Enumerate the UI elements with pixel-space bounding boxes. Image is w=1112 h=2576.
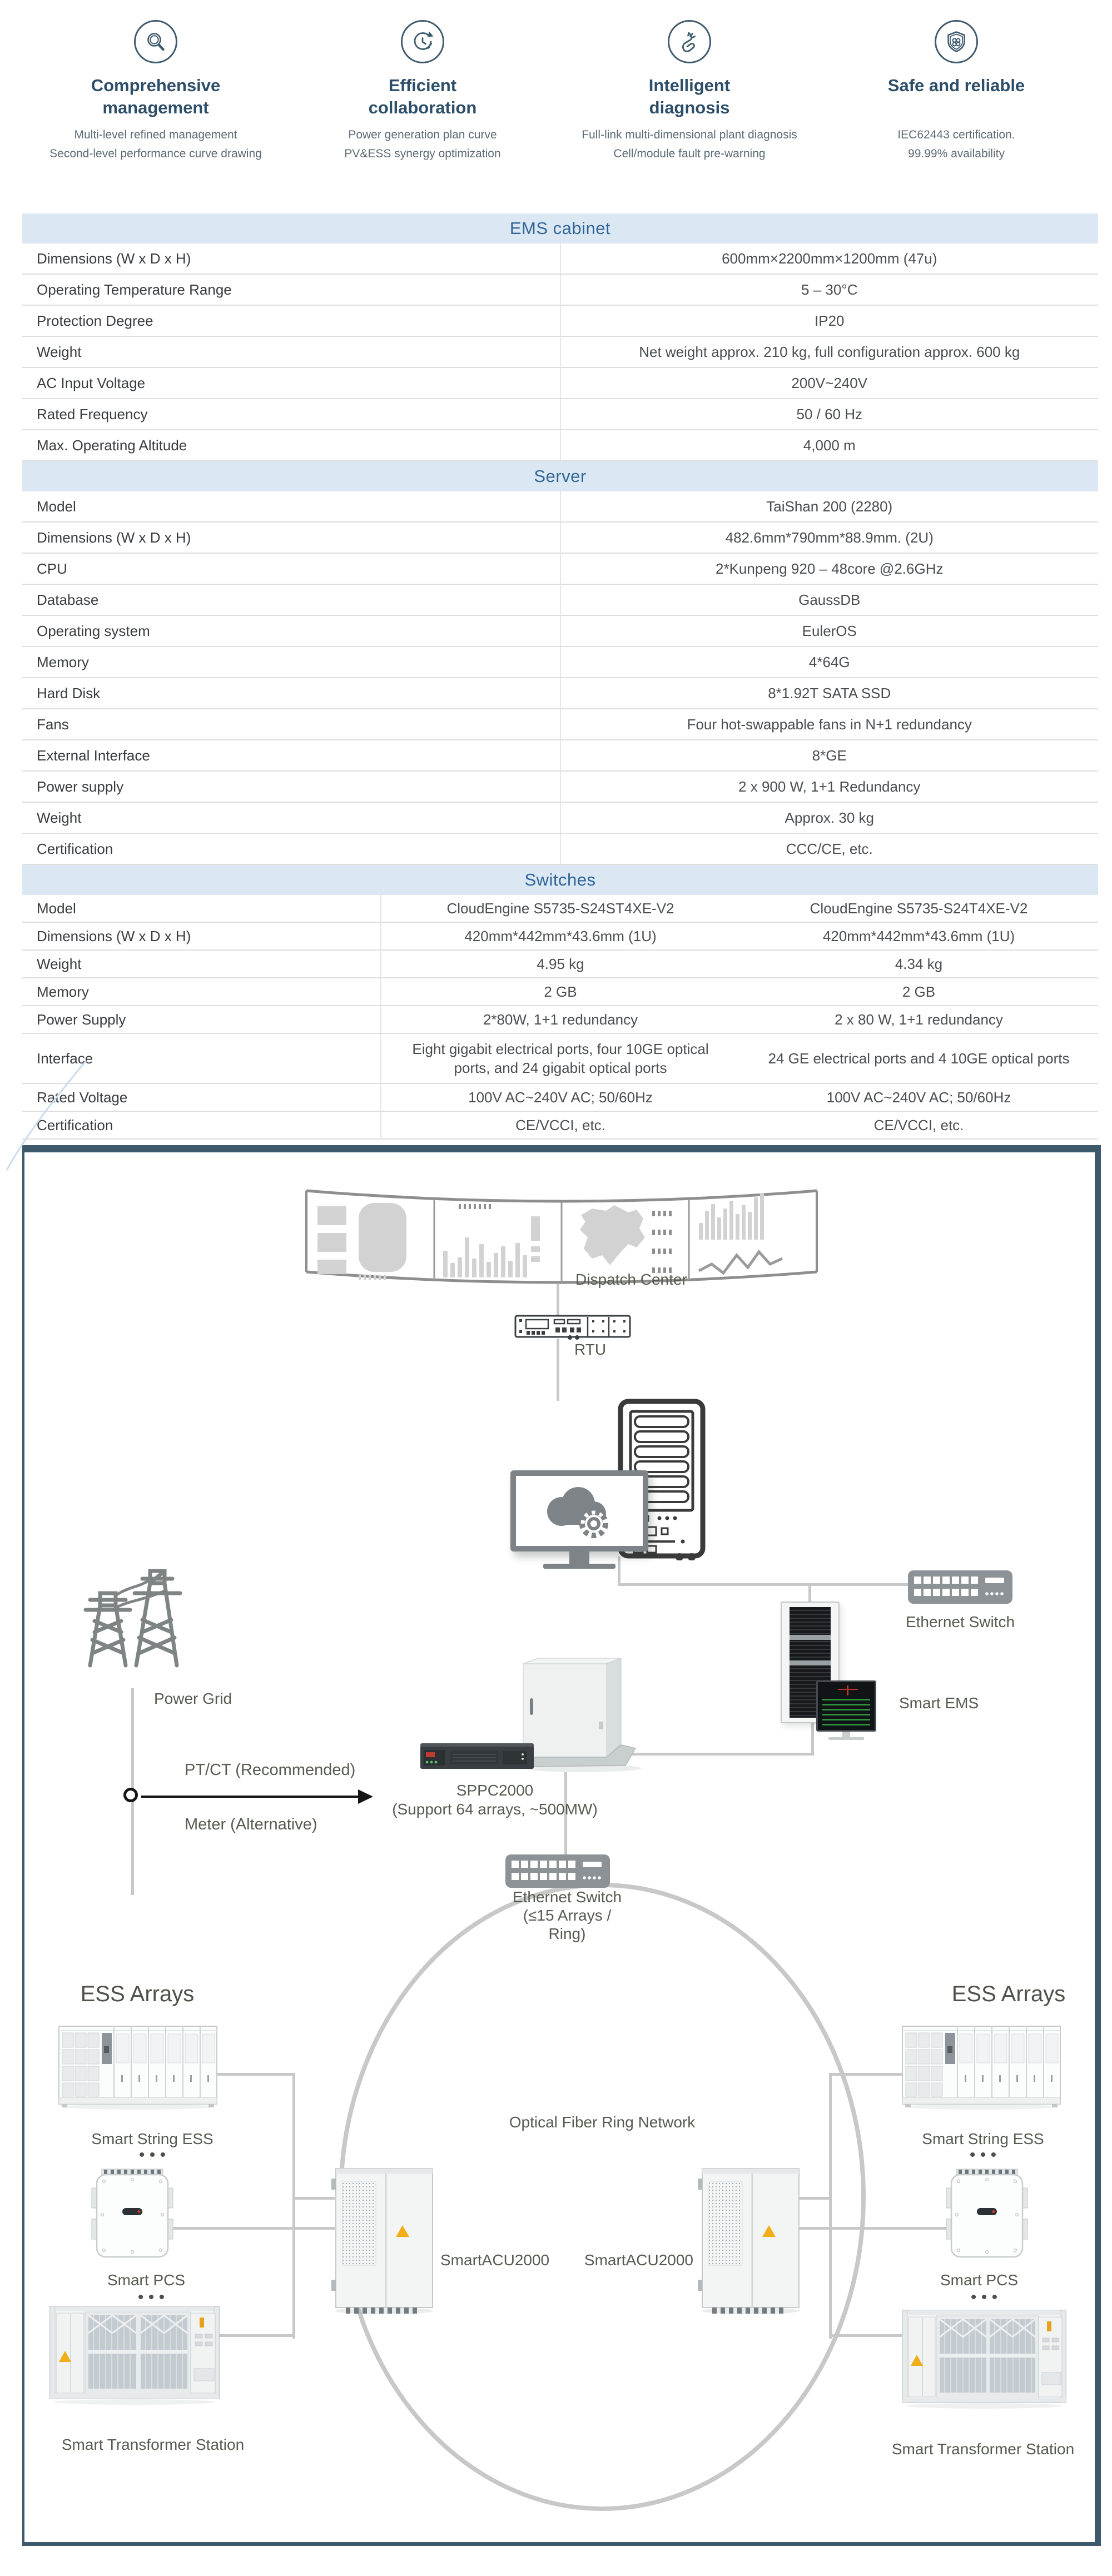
spec-value: 4,000 m: [560, 430, 1099, 461]
ess-arrays-heading-right: ESS Arrays: [951, 1982, 1066, 2006]
spec-value: Approx. 30 kg: [560, 802, 1099, 833]
smart-transformer-station-device: [48, 2303, 221, 2406]
network-diagram: [22, 1145, 1101, 2546]
table-row: [22, 833, 1098, 864]
spec-value: 2 x 900 W, 1+1 Redundancy: [560, 771, 1099, 802]
scada-graphic: [838, 1689, 858, 1690]
spec-label: Operating Temperature Range: [22, 274, 560, 305]
connector-line: [215, 2073, 295, 2076]
transformer-label-right: Smart Transformer Station: [891, 2440, 1075, 2458]
section-title: Switches: [22, 865, 1098, 895]
connector-line: [170, 2227, 335, 2230]
table-row: [22, 978, 1098, 1006]
spec-value-1: 2*80W, 1+1 redundancy: [381, 1006, 739, 1033]
spec-label: Weight: [22, 802, 560, 833]
feature-efficient-collaboration: [289, 20, 556, 200]
spec-value: 8*GE: [560, 740, 1099, 771]
feature-comprehensive-management: [22, 20, 289, 200]
table-row: [22, 584, 1098, 615]
spec-value-1: 4.95 kg: [381, 950, 739, 978]
meter-label: Meter (Alternative): [185, 1816, 317, 1833]
cloud-gear-icon: [516, 1476, 643, 1546]
connector-line: [808, 1583, 811, 1603]
spec-label: Rated Frequency: [22, 399, 560, 430]
smart-transformer-station-device: [901, 2307, 1068, 2410]
table-row: [22, 1033, 1098, 1083]
connector-line: [557, 1339, 559, 1401]
spec-label: Power Supply: [22, 1006, 381, 1033]
feature-title: [823, 74, 1090, 119]
ethernet-switch-icon: [907, 1570, 1013, 1604]
table-row: [22, 678, 1098, 709]
diagram-border-top: [22, 1145, 1101, 1152]
spec-label: CPU: [22, 553, 560, 584]
spec-label: Power supply: [22, 771, 560, 802]
section-title: Server: [22, 461, 1098, 491]
section-title: EMS cabinet: [22, 213, 1098, 243]
server-table: [22, 461, 1098, 865]
spec-value: GaussDB: [560, 584, 1099, 615]
rtu-device: [514, 1314, 631, 1340]
finger-snap-icon: [668, 20, 711, 63]
spec-value: 2*Kunpeng 920 – 48core @2.6GHz: [560, 553, 1099, 584]
table-row: [22, 1006, 1098, 1033]
ring-switch-label-line3: Ring): [548, 1925, 586, 1942]
table-row: [22, 802, 1098, 833]
spec-value-1: 100V AC~240V AC; 50/60Hz: [381, 1083, 739, 1111]
table-row: [22, 553, 1098, 584]
spec-value-2: 420mm*442mm*43.6mm (1U): [739, 922, 1098, 950]
dispatch-monitor: [510, 1470, 648, 1569]
spec-value-1: 420mm*442mm*43.6mm (1U): [381, 922, 739, 950]
spec-value: TaiShan 200 (2280): [560, 491, 1099, 522]
dispatch-center-label: Dispatch Center: [575, 1271, 687, 1288]
table-row: [22, 895, 1098, 922]
spec-value-1: CE/VCCI, etc.: [381, 1111, 739, 1139]
table-row: [22, 336, 1098, 367]
diagram-border-right: [1095, 1145, 1101, 2546]
feature-title-line1: Intelligent: [648, 76, 731, 95]
table-row: [22, 430, 1098, 461]
table-row: [22, 950, 1098, 978]
feature-title: [289, 74, 556, 119]
feature-desc: [823, 126, 1090, 163]
table-row: [22, 771, 1098, 802]
connector-line: [829, 2073, 832, 2339]
feature-title-line1: Efficient: [388, 76, 457, 95]
smartacu2000-device: [331, 2165, 437, 2315]
table-row: [22, 243, 1098, 274]
power-grid-towers-icon: [83, 1544, 183, 1669]
smartacu-label-right: SmartACU2000: [584, 2251, 693, 2269]
table-row: [22, 922, 1098, 950]
monitor-screen: [516, 1476, 643, 1546]
rack-unit: [790, 1635, 831, 1640]
ptct-arrow-head: [358, 1789, 373, 1804]
diagram-border-bottom: [22, 2542, 1101, 2546]
table-row: [22, 1083, 1098, 1111]
spec-label: Memory: [22, 978, 381, 1006]
monitor-frame: [510, 1470, 648, 1551]
spec-value: 8*1.92T SATA SSD: [560, 678, 1099, 709]
connector-line: [829, 2073, 902, 2076]
spec-value: 50 / 60 Hz: [560, 399, 1099, 430]
connector-line: [618, 1583, 914, 1586]
spec-value-1: 2 GB: [381, 978, 739, 1006]
table-row: [22, 709, 1098, 740]
smart-pcs-device: [91, 2168, 174, 2260]
table-row: [22, 399, 1098, 430]
spec-label: Weight: [22, 950, 381, 978]
switches-table: [22, 865, 1098, 1140]
spec-label: Weight: [22, 336, 560, 367]
spec-label: Certification: [22, 833, 560, 864]
connector-line: [829, 2334, 902, 2337]
spec-value: IP20: [560, 305, 1099, 336]
scada-screen: [816, 1680, 876, 1732]
table-section-header: [22, 461, 1098, 491]
spec-label: Dimensions (W x D x H): [22, 522, 560, 553]
power-grid-label: Power Grid: [154, 1690, 232, 1707]
table-section-header: [22, 865, 1098, 895]
spec-label: Max. Operating Altitude: [22, 430, 560, 461]
sppc2000-device: [419, 1742, 535, 1771]
spec-label: Hard Disk: [22, 678, 560, 709]
table-row: [22, 647, 1098, 678]
spec-value: 600mm×2200mm×1200mm (47u): [560, 243, 1099, 274]
ring-switch-label: [484, 1888, 651, 1943]
monitor-stand: [842, 1732, 850, 1737]
optical-ring-label: Optical Fiber Ring Network: [509, 2113, 696, 2131]
spec-label: Dimensions (W x D x H): [22, 243, 560, 274]
smart-pcs-label-right: Smart PCS: [940, 2271, 1019, 2289]
ellipsis-dots: • • •: [969, 2146, 997, 2164]
sppc2000-capacity: (Support 64 arrays, ~500MW): [392, 1801, 598, 1818]
table-row: [22, 1111, 1098, 1139]
sppc2000-label: [378, 1781, 612, 1819]
spec-value-2: CE/VCCI, etc.: [739, 1111, 1098, 1139]
connector-line: [629, 1753, 813, 1756]
ptct-arrow-line: [141, 1796, 359, 1798]
spec-label: Model: [22, 895, 381, 922]
smart-ems-monitor: [816, 1680, 876, 1740]
smart-string-ess-device: [57, 2022, 219, 2111]
spec-value: CCC/CE, etc.: [560, 833, 1099, 864]
scada-graphic: [847, 1685, 848, 1695]
feature-title: [556, 74, 823, 119]
spec-label: Operating system: [22, 615, 560, 647]
rack-unit: [790, 1660, 831, 1665]
spec-value: Four hot-swappable fans in N+1 redundancy: [560, 709, 1099, 740]
feature-desc-line2: 99.99% availability: [908, 147, 1005, 160]
ems-cabinet-table: [22, 213, 1098, 461]
spec-value-2: 2 x 80 W, 1+1 redundancy: [739, 1006, 1098, 1033]
feature-row: [0, 0, 1112, 200]
table-row: [22, 522, 1098, 553]
spec-label: Rated Voltage: [22, 1083, 381, 1111]
spec-label: External Interface: [22, 740, 560, 771]
spec-value: 200V~240V: [560, 367, 1099, 399]
feature-title-line1: Safe and reliable: [887, 76, 1025, 95]
smartacu2000-device: [698, 2165, 803, 2315]
scada-graphic: [822, 1699, 870, 1725]
spec-label: AC Input Voltage: [22, 367, 560, 399]
spec-value: 4*64G: [560, 647, 1099, 678]
sppc2000-name: SPPC2000: [456, 1782, 534, 1799]
ring-switch-label-line2: (≤15 Arrays /: [523, 1907, 612, 1924]
connector-line: [797, 2227, 947, 2230]
magnifier-icon: [134, 20, 177, 63]
grid-tap-node: [123, 1788, 138, 1802]
rtu-label: RTU: [574, 1341, 607, 1358]
feature-desc-line2: Second-level performance curve drawing: [49, 147, 262, 160]
feature-title-line2: diagnosis: [649, 98, 730, 117]
monitor-base: [543, 1564, 615, 1569]
transformer-label-left: Smart Transformer Station: [61, 2436, 245, 2453]
spec-value-2: CloudEngine S5735-S24T4XE-V2: [739, 895, 1098, 922]
ethernet-switch-icon: [505, 1854, 610, 1888]
feature-desc: [556, 126, 823, 163]
connector-line: [811, 1720, 814, 1756]
spec-label: Memory: [22, 647, 560, 678]
smartacu-label-left: SmartACU2000: [440, 2251, 550, 2269]
spec-label: Protection Degree: [22, 305, 560, 336]
spec-value-1: CloudEngine S5735-S24ST4XE-V2: [381, 895, 739, 922]
connector-line: [557, 1284, 559, 1316]
clock-cycle-icon: [401, 20, 444, 63]
connector-line: [292, 2197, 335, 2200]
feature-desc-line1: IEC62443 certification.: [897, 128, 1015, 141]
spec-value-2: 24 GE electrical ports and 4 10GE optical ports: [739, 1033, 1098, 1083]
feature-title-line1: Comprehensive: [91, 76, 221, 95]
spec-value: EulerOS: [560, 615, 1099, 647]
connector-line: [292, 2073, 295, 2339]
spec-label: Database: [22, 584, 560, 615]
table-section-header: [22, 213, 1098, 243]
spec-value-2: 2 GB: [739, 978, 1098, 1006]
feature-title-line2: collaboration: [368, 98, 477, 117]
table-row: [22, 274, 1098, 305]
feature-intelligent-diagnosis: [556, 20, 823, 200]
table-row: [22, 491, 1098, 522]
shield-icon: [935, 20, 978, 63]
spec-label: Fans: [22, 709, 560, 740]
feature-desc-line1: Full-link multi-dimensional plant diagnosis: [582, 128, 797, 141]
spec-value: 482.6mm*790mm*88.9mm. (2U): [560, 522, 1099, 553]
spec-label: Model: [22, 491, 560, 522]
smart-string-ess-label-right: Smart String ESS: [922, 2130, 1044, 2147]
ethernet-switch-label: Ethernet Switch: [905, 1613, 1015, 1630]
smart-string-ess-device: [901, 2022, 1062, 2111]
smart-string-ess-label-left: Smart String ESS: [91, 2130, 214, 2147]
feature-desc-line2: PV&ESS synergy optimization: [344, 147, 501, 160]
connector-line: [216, 2334, 295, 2337]
spec-label: Dimensions (W x D x H): [22, 922, 381, 950]
table-row: [22, 367, 1098, 399]
spec-value-2: 100V AC~240V AC; 50/60Hz: [739, 1083, 1098, 1111]
table-row: [22, 615, 1098, 647]
smart-pcs-device: [945, 2168, 1029, 2260]
monitor-base: [828, 1737, 864, 1740]
ellipsis-dots: • • •: [970, 2288, 998, 2306]
monitor-stand: [569, 1551, 589, 1564]
feature-title-line2: management: [102, 98, 209, 117]
spec-value-1: Eight gigabit electrical ports, four 10GE optical ports, and 24 gigabit optical ports: [381, 1033, 739, 1083]
feature-title: [22, 74, 289, 119]
table-row: [22, 305, 1098, 336]
spec-value: Net weight approx. 210 kg, full configuration approx. 600 kg: [560, 336, 1099, 367]
table-row: [22, 740, 1098, 771]
ptct-label: PT/CT (Recommended): [185, 1761, 356, 1779]
feature-desc: [289, 126, 556, 163]
feature-desc-line1: Multi-level refined management: [74, 128, 237, 141]
feature-desc-line2: Cell/module fault pre-warning: [613, 147, 766, 160]
feature-desc: [22, 126, 289, 163]
ess-arrays-heading-left: ESS Arrays: [80, 1982, 195, 2006]
ellipsis-dots: • • •: [137, 2288, 165, 2306]
diagram-border-left: [22, 1145, 24, 2546]
ring-switch-label-line1: Ethernet Switch: [512, 1888, 622, 1906]
spec-value: 5 – 30°C: [560, 274, 1099, 305]
spec-label: Certification: [22, 1111, 381, 1139]
ellipsis-dots: • • •: [138, 2146, 166, 2164]
smart-ems-label: Smart EMS: [899, 1694, 979, 1712]
spec-value-2: 4.34 kg: [739, 950, 1098, 978]
feature-desc-line1: Power generation plan curve: [348, 128, 497, 141]
smart-pcs-label-left: Smart PCS: [107, 2271, 186, 2289]
feature-safe-and-reliable: [823, 20, 1090, 200]
ems-cabinet-device: [518, 1655, 653, 1773]
spec-label: Interface: [22, 1033, 381, 1083]
dispatch-video-wall: [303, 1182, 820, 1289]
